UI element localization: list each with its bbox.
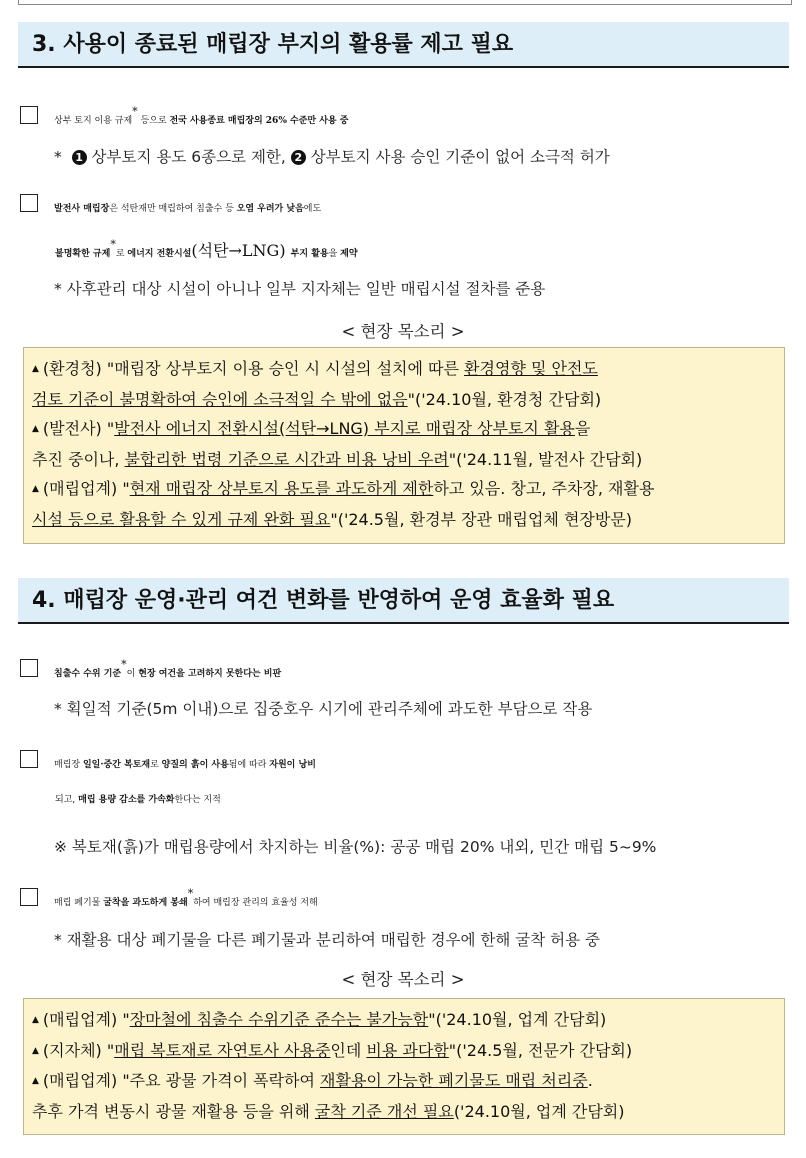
bullet-triangle-icon: ▲ [32,1045,39,1056]
voice-underlined: 굴착 기준 개선 필요 [314,1101,454,1121]
checkbox-square-icon [20,659,38,677]
item-emphasis: 자원이 낭비 [269,760,316,770]
voice-line [32,505,776,535]
item-text: 됨에 따라 [228,760,270,770]
item-emphasis: 부지 활용 [290,249,329,259]
section-4-note-3: * 재활용 대상 폐기물을 다른 폐기물과 분리하여 매립한 경우에 한해 굴착 허용 중 [54,931,601,949]
item-text: 로 [150,760,162,770]
item-text: 매립장 [54,760,83,770]
checkbox-square-icon [20,194,38,212]
voice-underlined: 불합리한 법령 기준으로 시간과 비용 낭비 우려 [124,449,449,469]
bullet-triangle-icon: ▲ [32,484,39,494]
item-emphasis: 굴착을 과도하게 봉쇄 [103,898,188,908]
page-top-border [18,0,792,5]
voice-line [32,1066,776,1097]
voice-line [32,1005,776,1036]
voice-text: ('24.10월, 업계 간담회) [453,1101,625,1121]
bullet-triangle-icon: ▲ [32,364,39,374]
voice-line [32,354,776,385]
section-4-note-2: ※ 복토재(흙)가 매립용량에서 차지하는 비율(%): 공공 매립 20% 내외, 민간 매립 5~9% [54,838,657,856]
item-emphasis: 일일·중간 복토재 [82,760,151,770]
item-emphasis: 침출수 수위 기준 [54,669,122,679]
voice-underlined: 검토 기준이 불명확하여 승인에 소극적일 수 밖에 없음 [32,389,408,409]
bullet-triangle-icon: ▲ [32,424,39,434]
voice-underlined: 장마철에 침출수 수위기준 준수는 불가능함 [129,1010,429,1029]
item-text: 은 석탄재만 매립하여 침출수 등 [109,204,237,214]
section-3-heading: 3. 사용이 종료된 매립장 부지의 활용률 제고 필요 [18,22,789,68]
footnote-mark: * [132,105,138,118]
checkbox-square-icon [20,888,38,906]
item-text: 에도 [303,204,322,214]
item-text: 한다는 지적 [174,795,221,805]
checkbox-square-icon [20,106,38,124]
voice-line [32,474,776,505]
item-emphasis: 오염 우려가 낮음 [236,204,304,214]
voice-text: "('24.10월, 업계 간담회) [428,1010,607,1029]
section-4-voice-title: < 현장 목소리 > [341,970,465,989]
item-text: 로 [115,249,128,259]
voice-text: "('24.5월, 전문가 간담회) [448,1040,633,1060]
voice-text: "('24.5월, 환경부 장관 매립업체 현장방문) [330,509,633,529]
item-text: 상부 토지 이용 규제 [54,116,133,126]
voice-text: 추후 가격 변동시 광물 재활용 등을 위해 [32,1101,315,1121]
voice-underlined: 매립 복토재로 자연토사 사용중 [114,1040,331,1060]
section-4-note-1: * 획일적 기준(5m 이내)으로 집중호우 시기에 관리주체에 과도한 부담으로 작용 [54,700,593,718]
section-4-voice-box [23,998,785,1135]
item-emphasis: 발전사 매립장 [54,204,110,214]
note-text: 상부토지 사용 승인 기준이 없어 소극적 허가 [310,148,610,166]
bullet-triangle-icon: ▲ [32,1076,39,1086]
item-emphasis: 불명확한 규제 [55,249,111,259]
voice-text: 하고 있음. 창고, 주차장, 재활용 [433,479,655,498]
voice-text: . [587,1071,593,1090]
voice-line [32,1036,776,1067]
voice-text: 추진 중이나, [32,449,125,469]
voice-text: (매립업계) " [42,1010,130,1029]
voice-text: 을 [574,419,591,438]
voice-underlined: 재활용이 가능한 폐기물도 매립 처리중 [320,1071,588,1090]
section-3-note-2: * 사후관리 대상 시설이 아니나 일부 지자체는 일반 매립시설 절차를 준용 [54,280,546,298]
footnote-mark: * [187,887,194,900]
number-circle-1-icon: 1 [72,150,87,165]
section-4-item-3 [20,876,792,921]
bullet-triangle-icon: ▲ [32,1015,39,1025]
number-circle-2-icon: 2 [291,150,306,165]
item-text: (석탄→LNG) [191,241,291,260]
item-text: 하여 매립장 관리의 효율성 저해 [193,898,318,908]
voice-underlined: 발전사 에너지 전환시설(석탄→LNG) 부지로 매립장 상부토지 활용 [114,419,575,438]
voice-text: "('24.11월, 발전사 간담회) [448,449,643,469]
item-emphasis: 양질의 흙이 사용 [161,760,229,770]
item-emphasis: 제약 [340,249,358,259]
voice-line [32,445,776,475]
voice-text: (지자체) " [42,1040,115,1060]
voice-underlined: 환경영향 및 안전도 [464,359,598,378]
item-text: 되고, [55,795,79,805]
section-3-note-1 [54,145,610,167]
voice-text: (매립업계) "주요 광물 가격이 폭락하여 [42,1071,321,1090]
voice-text: (매립업계) " [42,479,130,498]
voice-underlined: 비용 과다함 [366,1040,449,1060]
voice-line [32,1097,776,1127]
section-4-heading: 4. 매립장 운영·관리 여건 변화를 반영하여 운영 효율화 필요 [18,578,789,624]
voice-text: (발전사) " [42,419,115,438]
note-text: 상부토지 용도 6종으로 제한, [91,148,286,166]
item-emphasis: 매립 용량 감소를 가속화 [78,795,175,805]
item-text: 이 [126,669,139,679]
voice-line [32,414,776,445]
item-text: 등으로 [137,116,170,126]
note-star: * [54,148,62,166]
checkbox-square-icon [20,750,38,768]
voice-line [32,385,776,415]
footnote-mark: * [121,658,127,671]
item-emphasis: 전국 사용종료 매립장의 26% 수준만 사용 중 [169,116,349,126]
item-emphasis: 에너지 전환시설 [127,249,192,259]
section-3-voice-title: < 현장 목소리 > [341,322,465,341]
section-4-item-1 [20,647,792,692]
section-3-item-1 [20,94,792,139]
item-emphasis: 현장 여건을 고려하지 못한다는 비판 [138,669,282,679]
section-3-voice-box [23,347,785,544]
voice-underlined: 시설 등으로 활용할 수 있게 규제 완화 필요 [32,509,331,529]
item-text: 을 [328,249,341,259]
footnote-mark: * [110,238,116,251]
voice-underlined: 현재 매립장 상부토지 용도를 과도하게 제한 [129,479,434,498]
section-3-item-2 [20,192,792,272]
voice-text: (환경청) "매립장 상부토지 이용 승인 시 시설의 설치에 따른 [42,359,465,378]
item-text: 매립 폐기물 [54,898,104,908]
section-4-item-2 [20,748,792,818]
voice-text: 인데 [330,1040,367,1060]
voice-text: "('24.10월, 환경청 간담회) [407,389,602,409]
